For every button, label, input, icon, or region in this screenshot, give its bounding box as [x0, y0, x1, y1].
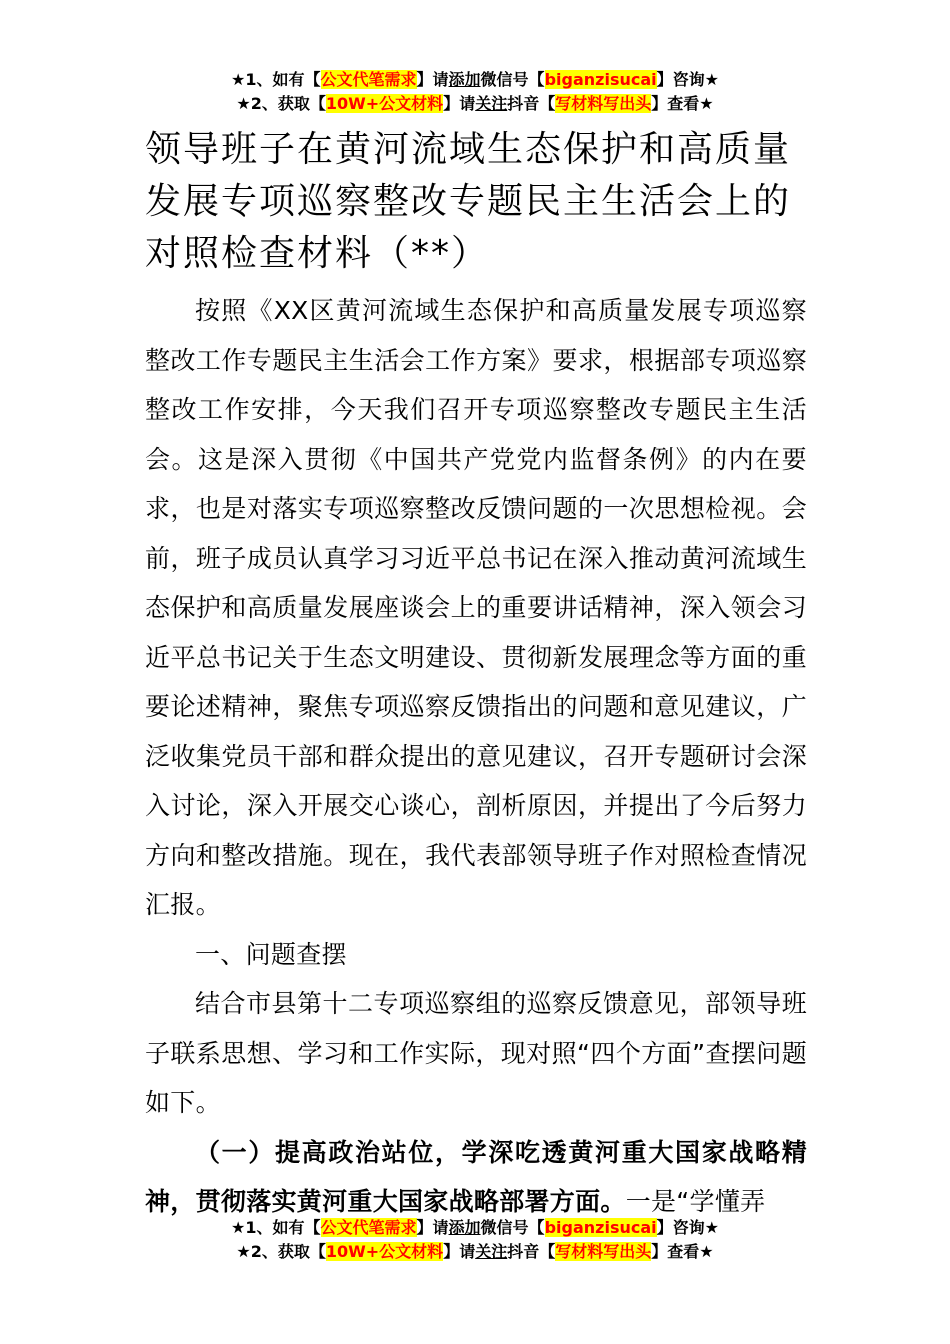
document-title: 领导班子在黄河流域生态保护和高质量发展专项巡察整改专题民主生活会上的对照检查材料（**）: [145, 129, 792, 274]
subsection-text: 一是“学懂弄: [625, 1187, 766, 1216]
highlight-service: 公文代笔需求: [320, 70, 417, 89]
footer-line-2: ★2、获取【10W+公文材料】请关注抖音【写材料写出头】查看★: [236, 1242, 714, 1261]
section-heading: 一、问题查摆: [195, 939, 347, 969]
footer-banner: [0, 1216, 950, 1264]
banner-line-2: ★2、获取【10W+公文材料】请关注抖音【写材料写出头】查看★: [236, 94, 714, 113]
banner-line-1: ★1、如有【公文代笔需求】请添加微信号【biganzisucai】咨询★: [231, 70, 719, 89]
highlight-materials: 10W+公文材料: [325, 94, 444, 113]
subsection-paragraph: [145, 1128, 807, 1227]
highlight-douyin: 写材料写出头: [555, 94, 652, 113]
header-banner: [0, 68, 950, 116]
footer-line-1: ★1、如有【公文代笔需求】请添加微信号【biganzisucai】咨询★: [231, 1218, 719, 1237]
document-body: [145, 124, 807, 1227]
section-intro-paragraph: 结合市县第十二专项巡察组的巡察反馈意见，部领导班子联系思想、学习和工作实际，现对照“四个方面”查摆问题如下。: [145, 989, 807, 1117]
subsection-heading: （一）提高政治站位，学深吃透黄河重大国家战略精神，贯彻落实黄河重大国家战略部署方面。: [145, 1137, 807, 1216]
highlight-wechat-id: biganzisucai: [544, 70, 657, 89]
intro-paragraph: 按照《XX区黄河流域生态保护和高质量发展专项巡察整改工作专题民主生活会工作方案》要求，根据部专项巡察整改工作安排，今天我们召开专项巡察整改专题民主生活会。这是深入贯彻《中国共产党党内监督条例》的内在要求，也是对落实专项巡察整改反馈问题的一次思想检视。会前，班子成员认真学习习近平总书记在深入推动黄河流域生态保护和高质量发展座谈会上的重要讲话精神，深入领会习近平总书记关于生态文明建设、贯彻新发展理念等方面的重要论述精神，聚焦专项巡察反馈指出的问题和意见建议，广泛收集党员干部和群众提出的意见建议，召开专题研讨会深入讨论，深入开展交心谈心，剖析原因，并提出了今后努力方向和整改措施。现在，我代表部领导班子作对照检查情况汇报。: [145, 296, 807, 919]
